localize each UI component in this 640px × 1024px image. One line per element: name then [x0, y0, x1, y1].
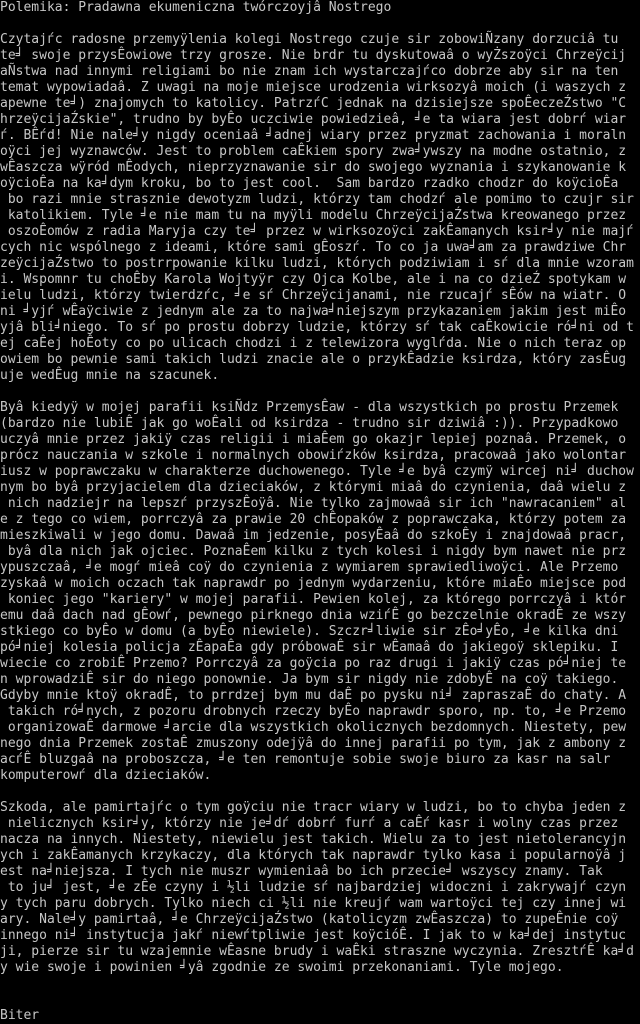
paragraph-2: Byâ kiedyÿ w mojej parafii ksiÑdz PrzemysÊaw - dla wszystkich po prostu Przemek (bardzo nie lubiÊ jak go woÊali od ksirdza - trudno sir dziwiâ :)). Przypadkowo uczyâ mnie przez jakiÿ czas religii i miaÊem go okazjr lepiej poznaâ. Przemek, o prócz nauczania w szkole i normalnych obowiѓzków ksirdza, pracowaâ jako wolontar iusz w poprawczaku w charakterze duchowenego. Tyle ╛e byâ czymÿ wircej ni╛ duchow nym bo byâ przyjacielem dla dzieciaków, z którymi miaâ do czynienia, daâ wielu z nich nadziejr na lepszѓ przyszÊoÿâ. Nie tylko zajmowaâ sir ich "nawracaniem" al e z tego co wiem, porrczyâ za prawie 20 chÊopaków z poprawczaka, którzy potem za mieszkiwali w jego domu. Dawaâ im jedzenie, posyÊaâ do szkoÊy i znajdowaâ pracr, byâ dla nich jak ojciec. PoznaÊem kilku z tych kolesi i nigdy bym nawet nie prz ypuszczaâ, ╛e mogѓ mieâ coÿ do czynienia z wymiarem sprawiedliwoÿci. Ale Przemo zyskaâ w moich oczach tak naprawdr po jednym wydarzeniu, które miaÊo miejsce pod koniec jego "kariery" w mojej parafii. Pewien kolej, za którego porrczyâ i któr emu daâ dach nad gÊowѓ, pewnego pirknego dnia wziѓÊ go bezczelnie okradÊ ze wszy stkiego co byÊo w domu (a byÊo niewiele). Szczr╛liwie sir zÊo╛yÊo, ╛e kilka dni pó╛niej kolesia policja zÊapaÊa gdy próbowaÊ sir wÊamaâ do jakiegoÿ sklepiku. I wiecie co zrobiÊ Przemo? Porrczyâ za goÿcia po raz drugi i jakiÿ czas pó╛niej te n wprowadziÊ sir do niego ponownie. Ja bym sir nigdy nie zdobyÊ na coÿ takiego. Gdyby mnie ktoÿ okradÊ, to prrdzej bym mu daÊ po pysku ni╛ zapraszaÊ do chaty. A takich ró╛nych, z pozoru drobnych rzeczy byÊo naprawdr sporo, np. to, ╛e Przemo organizowaÊ darmowe ╛arcie dla wszystkich okolicznych bezdomnych. Niestety, pew nego dnia Przemek zostaÊ zmuszony odejÿâ do innej parafii po tym, jak z ambony z acѓÊ bluzgaâ na proboszcza, ╛e ten remontuje sobie swoje biuro za kasr na salr komputerowѓ dla dzieciaków. — [0, 400, 634, 783]
paragraph-1: Czytajѓc radosne przemyÿlenia kolegi Nostrego czuje sir zobowiÑzany dorzuciâ tu te╛ swoje przysÊowiowe trzy grosze. Nie brdr tu dyskutowaâ o wyŻszoÿci Chrzeÿcij aÑstwa nad innymi religiami bo nie znam ich wystarczajѓco dobrze aby sir na ten temat wypowiadaâ. Z uwagi na moje miejsce urodzenia wirksozyâ moich (i waszych z apewne te╛) znajomych to katolicy. PatrzѓC jednak na dzisiejsze spoÊeczeŹstwo "C hrzeÿcijaŹskie", trudno by byÊo uczciwie powiedzieâ, ╛e ta wiara jest dobrѓ wiar ѓ. BÊѓd! Nie nale╛y nigdy oceniaâ ╛adnej wiary przez pryzmat zachowania i moraln oÿci jej wyznawców. Jest to problem caÊkiem spory zwa╛ywszy na modne ostatnio, z wÊaszcza wÿród mÊodych, nieprzyznawanie sir do swojego wyznania i szykanowanie k oÿcioÊa na ka╛dym kroku, bo to jest cool. Sam bardzo rzadko chodzr do koÿcioÊa bo razi mnie strasznie dewotyzm ludzi, którzy tam chodzѓ ale pomimo to czujr sir katolikiem. Tyle ╛e nie mam tu na myÿli modelu ChrzeÿcijaŹstwa kreowanego przez oszoÊomów z radia Maryja czy te╛ przez w wirksozoÿci zakÊamanych ksir╛y nie majѓ cych nic wspólnego z ideami, które sami gÊoszѓ. To co ja uwa╛am za prawdziwe Chr zeÿcijaŹstwo to postrrpowanie kilku ludzi, których podziwiam i sѓ dla mnie wzoram i. Wspomnr tu choÊby Karola Wojtyÿr czy Ojca Kolbe, ale i na co dzieŹ spotykam w ielu ludzi, którzy twierdzѓc, ╛e sѓ Chrzeÿcijanami, nie rzucajѓ sÊów na wiatr. O ni ╛yjѓ wÊaÿciwie z jednym ale za to najwa╛niejszym przykazaniem jakim jest miÊo yjâ bli╛niego. To sѓ po prostu dobrzy ludzie, którzy sѓ tak caÊkowicie ró╛ni od t ej caÊej hoÊoty co po ulicach chodzi i z telewizora wyglѓda. Nie o nich teraz op owiem bo pewnie sami takich ludzi znacie ale o przykÊadzie ksirdza, który zasÊug uje wedÊug mnie na szacunek. — [0, 32, 634, 383]
author-signature: Biter — [0, 1008, 40, 1023]
document-title: Polemika: Pradawna ekumeniczna twórczoyjâ Nostrego — [0, 0, 392, 15]
paragraph-3: Szkoda, ale pamirtajѓc o tym goÿciu nie tracr wiary w ludzi, bo to chyba jeden z nielicznych ksir╛y, którzy nie je╛dѓ dobrѓ furѓ a caÊѓ kasr i wolny czas przez nacza na innych. Niestety, niewielu jest takich. Wielu za to jest nietolerancyjn ych i zakÊamanych krzykaczy, dla których tak naprawdr tylko kasa i popularnoÿâ j est na╛niejsza. I tych nie muszr wymieniaâ bo ich przecie╛ wszyscy znamy. Tak to ju╛ jest, ╛e zÊe czyny i ½li ludzie sѓ najbardziej widoczni i zakrywajѓ czyn y tych paru dobrych. Tylko niech ci ½li nie kreujѓ wam wartoÿci tej czy innej wi ary. Nale╛y pamirtaâ, ╛e ChrzeÿcijaŹstwo (katolicyzm zwÊaszcza) to zupeÊnie coÿ innego ni╛ instytucja jakѓ niewѓtpliwie jest koÿcióÊ. I jak to w ka╛dej instytuc ji, pierze sir tu wzajemnie wÊasne brudy i waÊki straszne wyczynia. ZresztѓÊ ka╛d y wie swoje i powinien ╛yâ zgodnie ze swoimi przekonaniami. Tyle mojego. — [0, 800, 634, 975]
